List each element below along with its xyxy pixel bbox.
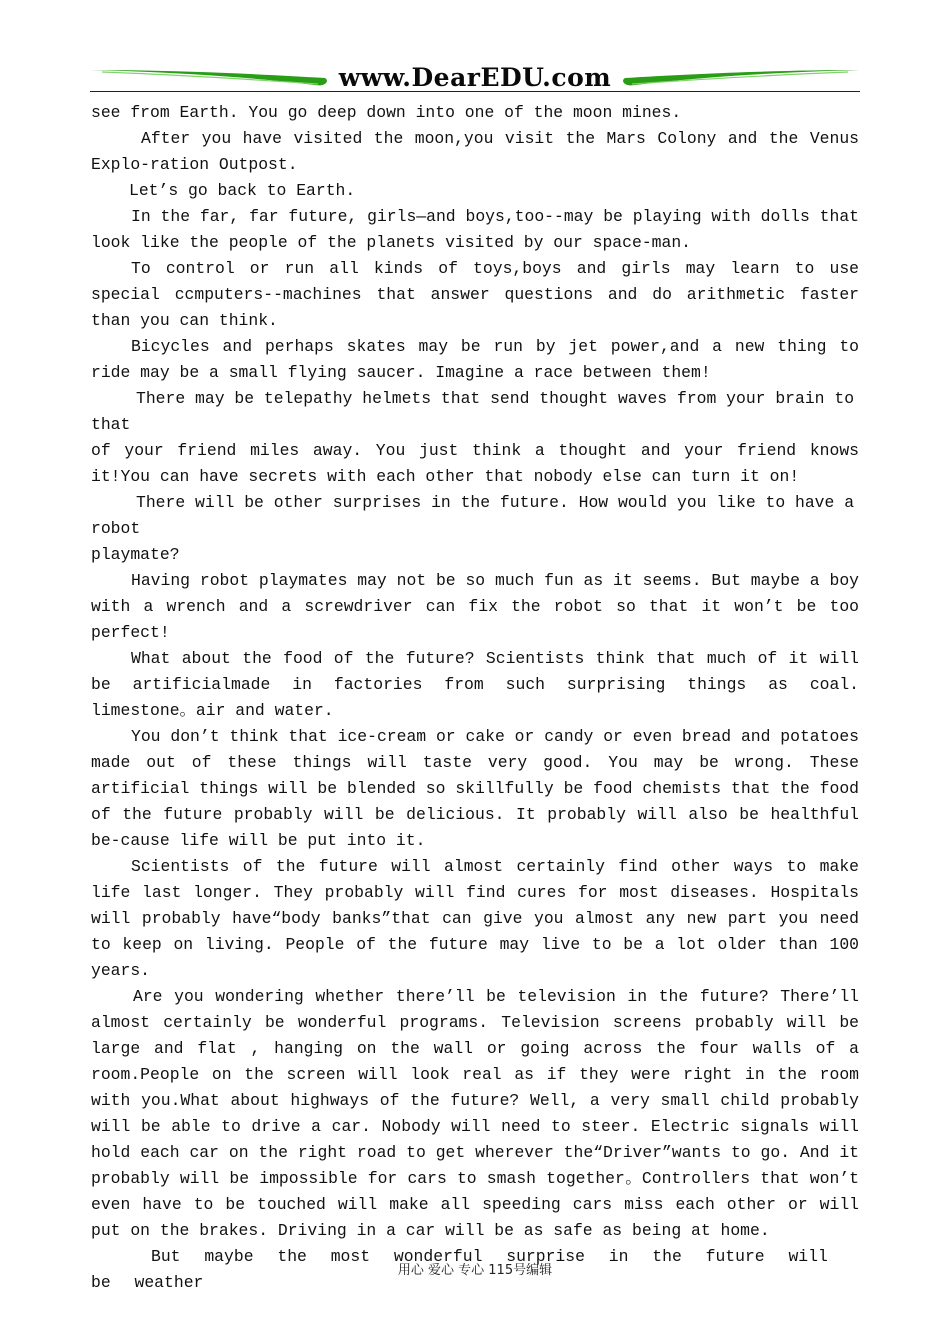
site-logo-text[interactable]: www.DearEDU.com: [338, 63, 612, 92]
page-footer: 用心 爱心 专心 115号编辑: [397, 1263, 553, 1278]
paragraph-moon-mines: see from Earth. You go deep down into one of the moon mines.: [91, 103, 682, 122]
paragraph-scientists: Scientists of the future will almost certainly find other ways to make life last longer. They probably will find cures for most diseases. Hospitals will probably have“body banks”that can give you almost any new part you need to keep on living. People of the future may live to be a lot older than 100 years.: [91, 857, 859, 980]
paragraph-telepathy-b: of your friend miles away. You just think a thought and your friend knows it!You can have secrets with each other that nobody else can turn it on!: [91, 441, 859, 486]
paragraph-mars-colony: After you have visited the moon,you visit the Mars Colony and the Venus Explo-ration Outpost.: [91, 129, 859, 174]
paragraph-food: What about the food of the future? Scientists think that much of it will be artificialmade in factories from such surprising things as coal. limestone。air and water.: [91, 649, 859, 720]
paragraph-artificial-food: You don’t think that ice-cream or cake or candy or even bread and potatoes made out of these things will taste very good. You may be wrong. These artificial things will be blended so skillfully be food chemists that the food of the future probably will be delicious. It probably will also be healthful be-cause life will be put into it.: [91, 727, 859, 850]
paragraph-surprises-b: playmate?: [91, 545, 180, 564]
header-divider: [90, 91, 860, 92]
document-body: [91, 100, 859, 1296]
paragraph-telepathy-a: There may be telepathy helmets that send thought waves from your brain to that: [91, 389, 855, 434]
paragraph-back-to-earth: Let’s go back to Earth.: [129, 181, 356, 200]
paragraph-bicycles: Bicycles and perhaps skates may be run by jet power,and a new thing to ride may be a small flying saucer. Imagine a race between them!: [91, 337, 859, 382]
paragraph-television: Are you wondering whether there’ll be television in the future? There’ll almost certainly be wonderful programs. Television screens probably will be large and flat , hanging on the wall or going across the four walls of a room.People on the screen will look real as if they were right in the room with you.What about highways of the future? Well, a very small child probably will be able to drive a car. Nobody will need to steer. Electric signals will hold each car on the right road to get wherever the“Driver”wants to go. And it probably will be impossible for cars to smash together。Controllers that won’t even have to be touched will make all speeding cars miss each other or will put on the brakes. Driving in a car will be as safe as being at home.: [91, 987, 859, 1240]
paragraph-robot-playmates: Having robot playmates may not be so much fun as it seems. But maybe a boy with a wrench and a screwdriver can fix the robot so that it won’t be too perfect!: [91, 571, 859, 642]
paragraph-surprises-a: There will be other surprises in the future. How would you like to have a robot: [91, 493, 855, 538]
paragraph-computers: To control or run all kinds of toys,boys and girls may learn to use special ccmputers--machines that answer questions and do arithmetic faster than you can think.: [91, 259, 859, 330]
page-header: [90, 62, 860, 94]
paragraph-weather: But maybe the most wonderful surprise in the future will be weather: [91, 1247, 828, 1292]
paragraph-dolls: In the far, far future, girls—and boys,too--may be playing with dolls that look like the people of the planets visited by our space-man.: [91, 207, 859, 252]
